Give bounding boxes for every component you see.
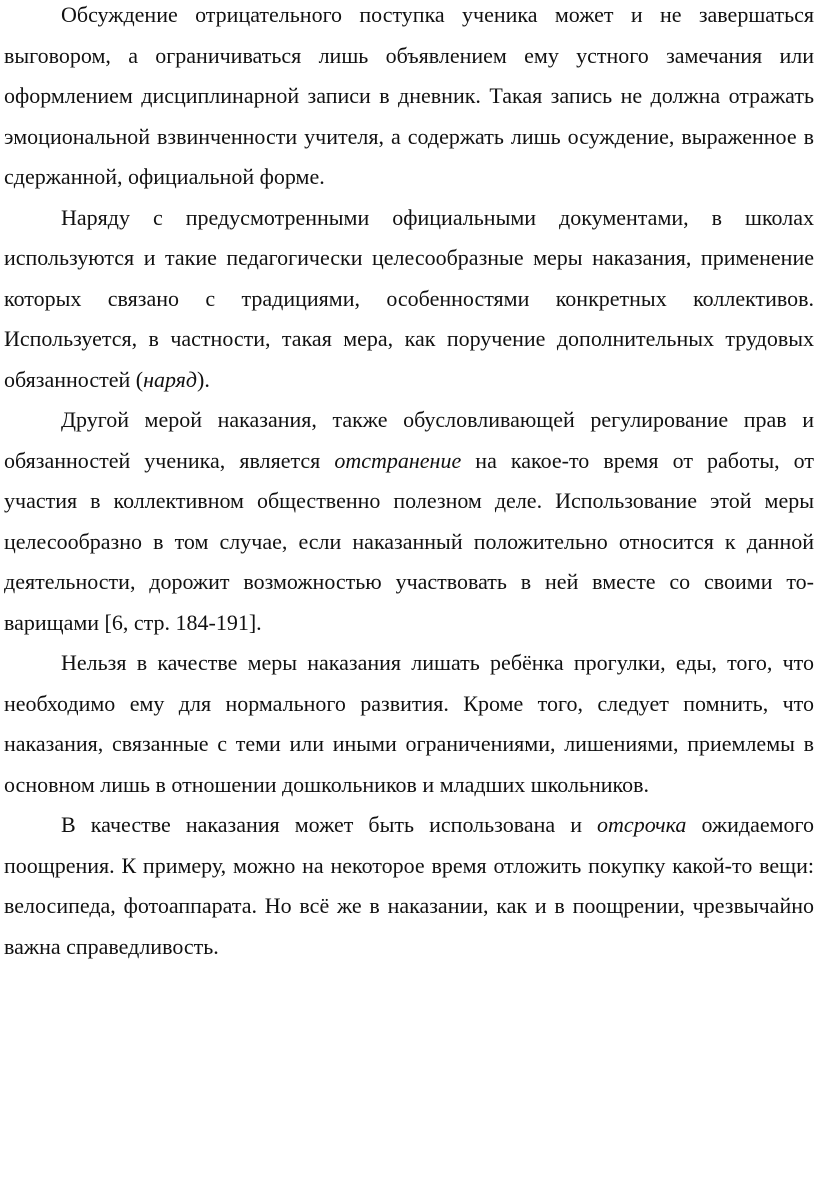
paragraph-5-italic-term: отсрочка <box>597 812 687 837</box>
paragraph-3-text: Другой мерой наказания, также обусловливающей регулирование прав и обязанностей ученика, является <box>4 407 814 473</box>
paragraph-3 <box>4 400 814 643</box>
paragraph-5-text: В качестве наказания может быть использована и <box>61 812 598 837</box>
paragraph-2-text-end: ). <box>197 366 210 392</box>
paragraph-1 <box>4 0 814 198</box>
paragraph-4-text: Нельзя в качестве меры наказания лишать ребёнка прогулки, еды, того, что необходимо ему для нормального развития. Кроме того, следует помнить, что наказания, связанные с теми или иными ограничениями, лишениями, приемлемы в основном лишь в отношении дошкольников и младших школьников. <box>4 650 814 797</box>
paragraph-2 <box>4 198 814 401</box>
paragraph-4 <box>4 643 814 805</box>
paragraph-2-italic-term: наряд <box>143 366 198 392</box>
paragraph-5 <box>4 805 814 967</box>
paragraph-1-text: Обсуждение отрицательного поступка ученика может и не завершаться выговором, а ограничиваться лишь объявлением ему устного замечания или оформлением дисциплинарной записи в дневник. Такая запись не должна отражать эмоциональной взвинченности учителя, а содержать лишь осуждение, выраженное в сдержанной, официальной форме. <box>4 2 814 189</box>
paragraph-3-text-end: на какое-то время от работы, от участия в коллективном общественно полезном деле. Использование этой меры целесообразно в том случае, если наказанный положительно относится к данной деятельности, дорожит возможностью участвовать в ней вместе со своими то-варищами [6, стр. 184-191]. <box>4 447 814 635</box>
paragraph-2-text: Наряду с предусмотренными официальными документами, в школах используются и такие педагогически целесообразные меры наказания, применение которых связано с традициями, особенностями конкретных коллективов. Используется, в частности, такая мера, как поручение дополнительных трудовых обязанностей ( <box>4 204 814 392</box>
paragraph-5-text-end: ожидаемого поощрения. К примеру, можно на некоторое время отложить покупку какой-то вещи: велосипеда, фотоаппарата. Но всё же в наказании, как и в поощрении, чрезвычайно важна справедливость. <box>4 812 814 959</box>
paragraph-3-italic-term: отстранение <box>334 447 462 473</box>
